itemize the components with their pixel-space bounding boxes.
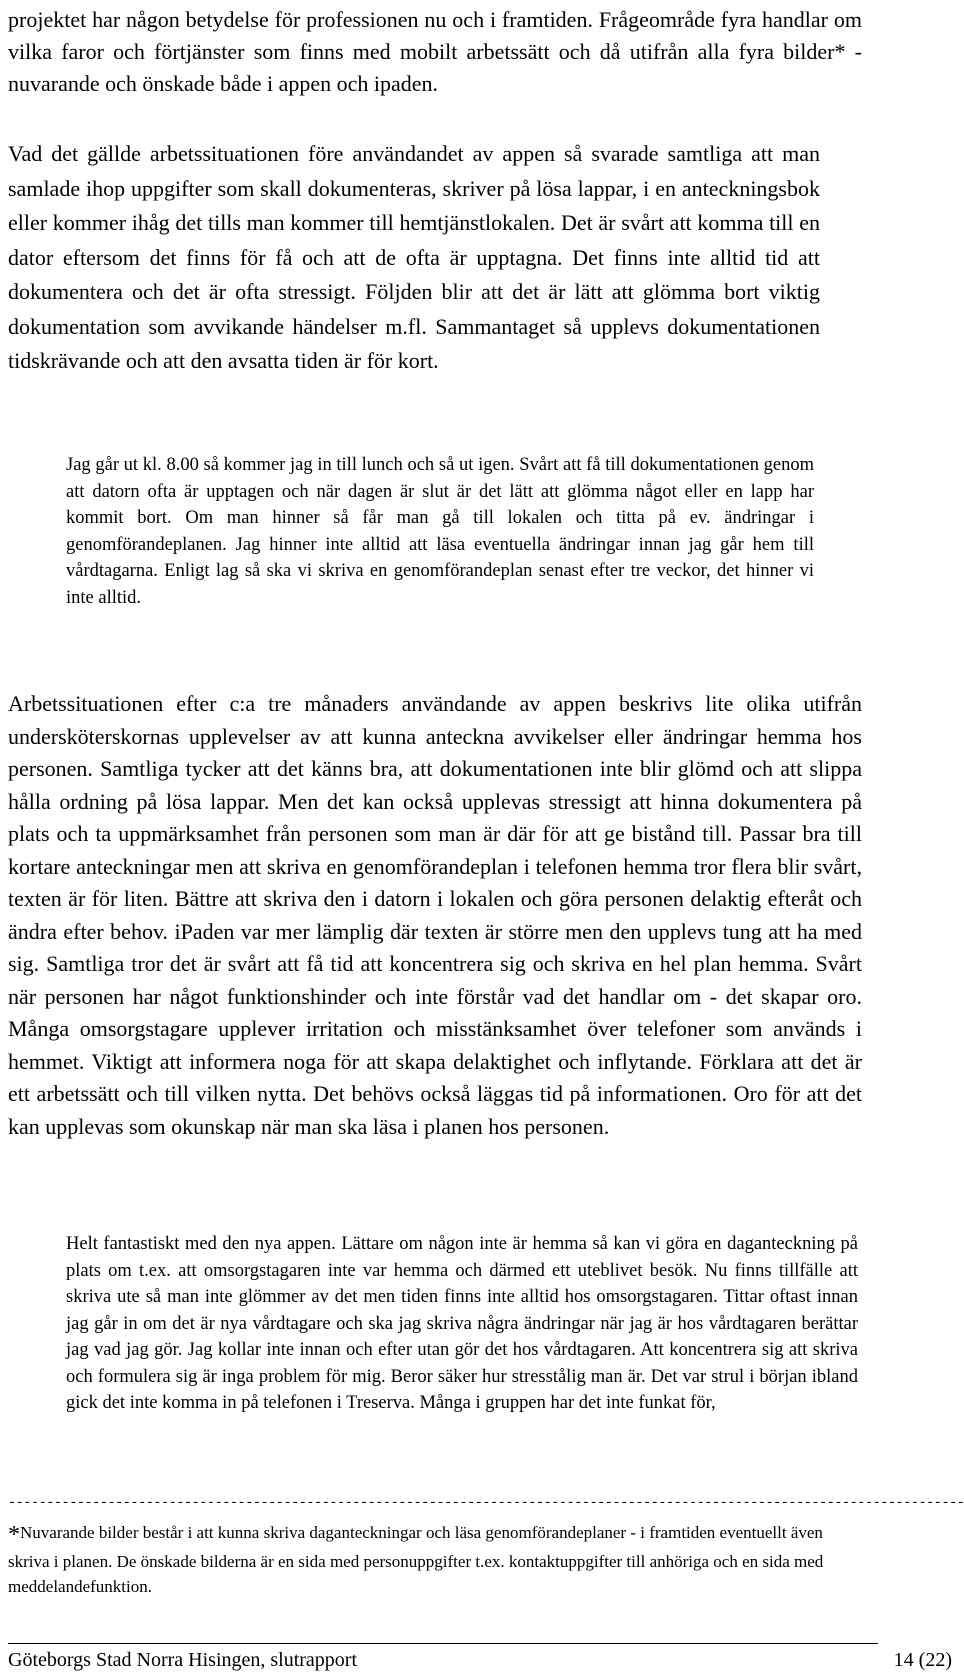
quote-after-app: Helt fantastiskt med den nya appen. Lättare om någon inte är hemma så kan vi göra en daganteckning på plats om t.ex. att omsorgstagaren inte var hemma och därmed ett uteblivet besök. Nu finns tillfälle att skriva ute så man inte glömmer av det men tiden finns inte alltid hos omsorgstagaren. Tittar oftast innan jag går in om det är nya vårdtagare och ska jag skriva några ändringar när jag är hos vårdtagaren berättar jag vad jag gör. Jag kollar inte innan och efter utan gör det hos vårdtagaren. Att koncentrera sig att skriva och formulera sig är inga problem för mig. Beror säker hur stresstålig man är. Det var strul i början ibland gick det inte komma in på telefonen i Treserva. Många i gruppen har det inte funkat för, — [66, 1234, 858, 1413]
footnote — [8, 1520, 860, 1600]
footnote-separator: ----------------------------------------------------------------------------------------------------------------------------- — [8, 1496, 964, 1511]
footer-rule — [8, 1643, 878, 1644]
footer-page-number: 14 (22) — [893, 1649, 952, 1671]
intro-paragraph: projektet har någon betydelse för professionen nu och i framtiden. Frågeområde fyra handlar om vilka faror och förtjänster som finns med mobilt arbetssätt och då utifrån alla fyra bilder* - nuvarande och önskade både i appen och ipaden. — [8, 7, 862, 96]
footnote-text: Nuvarande bilder består i att kunna skriva daganteckningar och läsa genomförandeplaner - i framtiden eventuellt även skriva i planen. De önskade bilderna är en sida med personuppgifter t.ex. kontaktuppgifter till anhöriga och en sida med meddelandefunktion. — [8, 1523, 824, 1596]
footer-report-title: Göteborgs Stad Norra Hisingen, slutrapport — [8, 1649, 358, 1671]
after-paragraph: Arbetssituationen efter c:a tre månaders användande av appen beskrivs lite olika utifrån undersköterskornas upplevelser av att kunna anteckna avvikelser eller ändringar hemma hos personen. Samtliga tycker att det känns bra, att dokumentationen inte blir glömd och att slippa hålla ordning på lösa lappar. Men det kan också upplevas stressigt att hinna dokumentera på plats och ta uppmärksamhet från personen som man är där för att ge bistånd till. Passar bra till kortare anteckningar men att skriva en genomförandeplan i telefonen hemma tror flera blir svårt, texten är för liten. Bättre att skriva den i datorn i lokalen och göra personen delaktig efteråt och ändra efter behov. iPaden var mer lämplig där texten är större men den upplevs tung att ha med sig. Samtliga tror det är svårt att få tid att koncentrera sig och skriva en hel plan hemma. Svårt när personen har något funktionshinder och inte förstår vad det handlar om - det skapar oro. Många omsorgstagare upplever irritation och misstänksamhet över telefoner som används i hemmet. Viktigt att informera noga för att skapa delaktighet och inflytande. Förklara att det är ett arbetssätt och till vilken nytta. Det behövs också läggas tid på informationen. Oro för att det kan upplevas som okunskap när man ska läsa i planen hos personen. — [8, 691, 862, 1139]
before-paragraph: Vad det gällde arbetssituationen före användandet av appen så svarade samtliga att man samlade ihop uppgifter som skall dokumenteras, skriver på lösa lappar, i en anteckningsbok eller kommer ihåg det tills man kommer till hemtjänstlokalen. Det är svårt att komma till en dator eftersom det finns för få och att de ofta är upptagna. Det finns inte alltid tid att dokumentera och det är ofta stressigt. Följden blir att det är lätt att glömma bort viktig dokumentation som avvikande händelser m.fl. Sammantaget så upplevs dokumentationen tidskrävande och att den avsatta tiden är för kort. — [8, 141, 820, 373]
footnote-marker: * — [8, 1522, 20, 1548]
quote-before-app: Jag går ut kl. 8.00 så kommer jag in till lunch och så ut igen. Svårt att få till dokumentationen genom att datorn ofta är upptagen och när dagen är slut är det lätt att glömma något eller en lapp har kommit bort. Om man hinner så får man gå till lokalen och titta på ev. ändringar i genomförandeplanen. Jag hinner inte alltid att läsa eventuella ändringar innan jag går hem till vårdtagarna. Enligt lag så ska vi skriva en genomförandeplan senast efter tre veckor, det hinner vi inte alltid. — [66, 455, 814, 608]
document-page — [8, 0, 964, 1679]
